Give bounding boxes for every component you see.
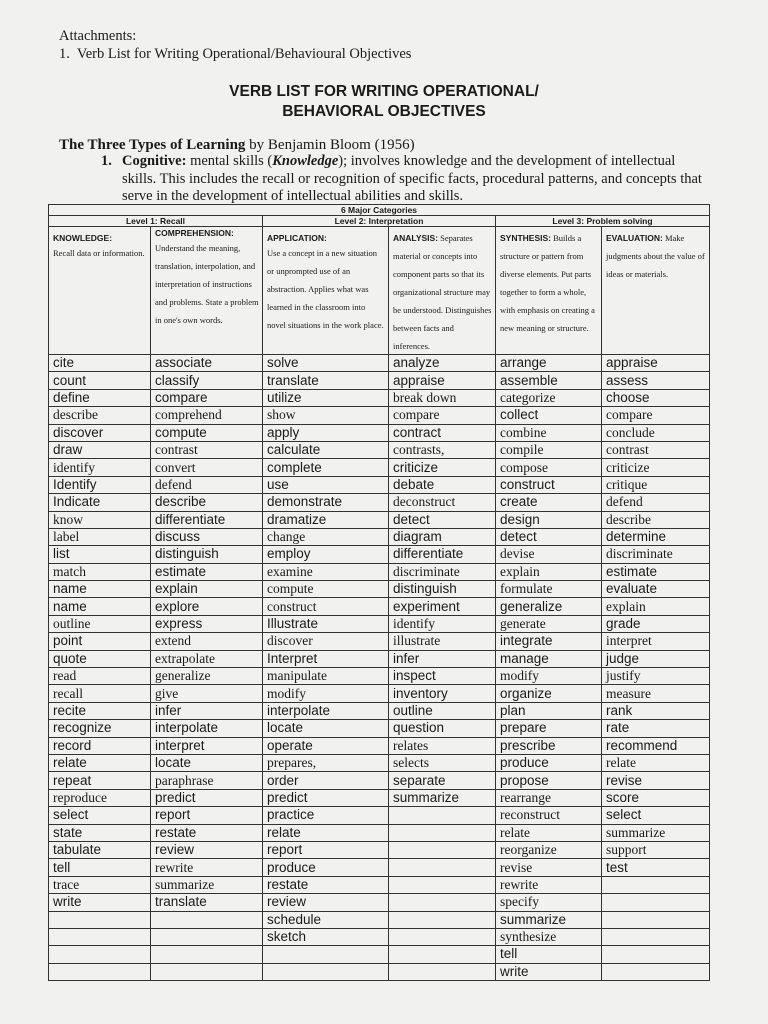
table-row	[49, 928, 710, 945]
verb-cell: formulate	[496, 581, 602, 598]
verb-cell: record	[49, 737, 151, 754]
table-row	[49, 841, 710, 858]
verb-cell: order	[263, 772, 389, 789]
verb-cell: construct	[263, 598, 389, 615]
verb-cell: classify	[151, 372, 263, 389]
verb-cell	[389, 963, 496, 980]
table-row	[49, 407, 710, 424]
table-row	[49, 372, 710, 389]
verb-cell: write	[49, 894, 151, 911]
verb-cell: label	[49, 528, 151, 545]
verb-cell: recommend	[602, 737, 710, 754]
header-desc: Use a concept in a new situation or unprompted use of an abstraction. Applies what was learned in the classroom into novel situations in the work place.	[267, 248, 384, 330]
verb-cell	[151, 911, 263, 928]
verb-cell: organize	[496, 685, 602, 702]
table-row	[49, 476, 710, 493]
table-row	[49, 824, 710, 841]
table-row	[49, 876, 710, 893]
verb-cell: rewrite	[151, 859, 263, 876]
verb-cell: associate	[151, 355, 263, 372]
verb-cell: integrate	[496, 633, 602, 650]
verb-cell: separate	[389, 772, 496, 789]
verb-cell: diagram	[389, 528, 496, 545]
verb-cell: translate	[263, 372, 389, 389]
header-application	[263, 227, 389, 355]
header-evaluation	[602, 227, 710, 355]
verb-cell: Interpret	[263, 650, 389, 667]
verb-cell: estimate	[151, 563, 263, 580]
verb-cell: describe	[151, 494, 263, 511]
header-label: EVALUATION:	[606, 233, 663, 243]
verb-cell	[49, 911, 151, 928]
verb-cell: report	[263, 841, 389, 858]
verb-cell: solve	[263, 355, 389, 372]
table-row	[49, 789, 710, 806]
verb-cell: recognize	[49, 720, 151, 737]
categories-cell: 6 Major Categories	[49, 205, 710, 216]
verb-cell	[151, 946, 263, 963]
title-line-1: VERB LIST FOR WRITING OPERATIONAL/	[229, 83, 539, 100]
verb-cell: state	[49, 824, 151, 841]
verb-cell: translate	[151, 894, 263, 911]
verb-cell: modify	[496, 668, 602, 685]
table-row	[49, 650, 710, 667]
table-row	[49, 633, 710, 650]
header-desc: Separates material or concepts into component parts so that its organizational structure may be understood. Distinguishes between facts and inferences.	[393, 233, 492, 351]
verb-cell: extend	[151, 633, 263, 650]
verb-cell: tabulate	[49, 841, 151, 858]
verb-cell	[49, 946, 151, 963]
header-label: COMPREHENSION:	[155, 228, 234, 238]
verb-cell: rearrange	[496, 789, 602, 806]
verb-cell: detect	[496, 528, 602, 545]
verb-cell: extrapolate	[151, 650, 263, 667]
verb-cell: dramatize	[263, 511, 389, 528]
verb-cell: compare	[602, 407, 710, 424]
level-3-cell: Level 3: Problem solving	[496, 216, 710, 227]
verb-cell: explain	[151, 581, 263, 598]
verb-cell: reconstruct	[496, 807, 602, 824]
verb-cell: critique	[602, 476, 710, 493]
verb-cell: quote	[49, 650, 151, 667]
verb-cell: calculate	[263, 441, 389, 458]
page-title	[0, 82, 768, 122]
verb-cell: inventory	[389, 685, 496, 702]
verb-cell	[263, 946, 389, 963]
verb-cell: distinguish	[151, 546, 263, 563]
verb-cell: compile	[496, 441, 602, 458]
header-desc: Understand the meaning, translation, interpolation, and interpretation of instructions and problems. State a problem in one's own words.	[155, 243, 259, 325]
learning-types-bold: The Three Types of Learning	[59, 137, 246, 153]
levels-row	[49, 216, 710, 227]
verb-cell: utilize	[263, 389, 389, 406]
table-row	[49, 424, 710, 441]
verb-cell	[151, 928, 263, 945]
verb-cell: rewrite	[496, 876, 602, 893]
verb-cell: design	[496, 511, 602, 528]
verb-cell: relate	[602, 754, 710, 771]
verb-cell: predict	[263, 789, 389, 806]
table-row	[49, 807, 710, 824]
verb-cell: generalize	[496, 598, 602, 615]
verb-cell: specify	[496, 894, 602, 911]
verb-cell: plan	[496, 702, 602, 719]
verb-cell: select	[602, 807, 710, 824]
verb-cell: contrasts,	[389, 441, 496, 458]
cognitive-label: Cognitive:	[122, 153, 187, 169]
verb-cell: name	[49, 581, 151, 598]
verb-cell: outline	[389, 702, 496, 719]
verb-cell: employ	[263, 546, 389, 563]
table-row	[49, 389, 710, 406]
verb-cell: produce	[263, 859, 389, 876]
table-row	[49, 702, 710, 719]
header-comprehension	[151, 227, 263, 355]
level-2-cell: Level 2: Interpretation	[263, 216, 496, 227]
table-row	[49, 737, 710, 754]
verb-cell: appraise	[389, 372, 496, 389]
verb-cell: comprehend	[151, 407, 263, 424]
verb-cell: interpolate	[151, 720, 263, 737]
verb-cell: debate	[389, 476, 496, 493]
verb-cell: defend	[602, 494, 710, 511]
table-row	[49, 581, 710, 598]
verb-cell: produce	[496, 754, 602, 771]
verb-cell: recall	[49, 685, 151, 702]
verb-cell: relate	[263, 824, 389, 841]
table-row	[49, 946, 710, 963]
verb-cell: predict	[151, 789, 263, 806]
verb-cell: discover	[49, 424, 151, 441]
verb-cell: choose	[602, 389, 710, 406]
verb-cell: identify	[389, 615, 496, 632]
level-1-cell: Level 1: Recall	[49, 216, 263, 227]
verb-cell: determine	[602, 528, 710, 545]
verb-cell: demonstrate	[263, 494, 389, 511]
table-row	[49, 546, 710, 563]
cognitive-knowledge: Knowledge	[272, 153, 339, 169]
verb-cell: identify	[49, 459, 151, 476]
verb-cell: synthesize	[496, 928, 602, 945]
verb-cell: schedule	[263, 911, 389, 928]
verb-cell: revise	[496, 859, 602, 876]
verb-cell: repeat	[49, 772, 151, 789]
verb-cell: selects	[389, 754, 496, 771]
verb-cell: infer	[389, 650, 496, 667]
cognitive-paragraph	[101, 153, 711, 206]
verb-cell: locate	[263, 720, 389, 737]
verb-cell: assemble	[496, 372, 602, 389]
verb-cell: grade	[602, 615, 710, 632]
learning-types-heading	[59, 136, 415, 154]
verb-cell: count	[49, 372, 151, 389]
verb-cell	[389, 859, 496, 876]
verb-cell: discuss	[151, 528, 263, 545]
verb-cell: differentiate	[389, 546, 496, 563]
verb-cell: collect	[496, 407, 602, 424]
verb-cell: practice	[263, 807, 389, 824]
verb-cell: create	[496, 494, 602, 511]
verb-cell: summarize	[151, 876, 263, 893]
verb-cell: restate	[151, 824, 263, 841]
verb-cell: revise	[602, 772, 710, 789]
verb-cell: compare	[389, 407, 496, 424]
verb-cell: modify	[263, 685, 389, 702]
header-analysis	[389, 227, 496, 355]
verb-cell: question	[389, 720, 496, 737]
verb-cell: recite	[49, 702, 151, 719]
verb-cell: generate	[496, 615, 602, 632]
verb-cell	[49, 928, 151, 945]
verb-cell: prepares,	[263, 754, 389, 771]
verb-cell: criticize	[389, 459, 496, 476]
verb-cell: locate	[151, 754, 263, 771]
verb-cell: deconstruct	[389, 494, 496, 511]
table-row	[49, 720, 710, 737]
verb-cell	[602, 911, 710, 928]
title-line-2: BEHAVIORAL OBJECTIVES	[282, 103, 486, 120]
cognitive-text	[122, 153, 711, 206]
verb-cell: describe	[602, 511, 710, 528]
table-row	[49, 668, 710, 685]
header-label: SYNTHESIS:	[500, 233, 552, 243]
cognitive-text-2: ); involves knowledge and the development of intellectual skills. This includes the recall or recognition of specific facts, procedural patterns, and concepts that serve in the development of intellectual abilities and skills.	[122, 153, 702, 204]
verb-cell: detect	[389, 511, 496, 528]
table-row	[49, 441, 710, 458]
verb-cell: contrast	[151, 441, 263, 458]
table-row	[49, 355, 710, 372]
verb-cell: review	[151, 841, 263, 858]
verb-cell: summarize	[602, 824, 710, 841]
verb-cell: relate	[496, 824, 602, 841]
cognitive-number: 1.	[101, 153, 112, 169]
table-row	[49, 615, 710, 632]
table-row	[49, 911, 710, 928]
verb-cell: trace	[49, 876, 151, 893]
verb-cell	[389, 946, 496, 963]
verb-cell: paraphrase	[151, 772, 263, 789]
attachments-block	[59, 27, 411, 63]
verb-cell: use	[263, 476, 389, 493]
verb-cell: analyze	[389, 355, 496, 372]
categories-row	[49, 205, 710, 216]
table-row	[49, 494, 710, 511]
verb-cell: summarize	[496, 911, 602, 928]
table-row	[49, 563, 710, 580]
verb-cell: estimate	[602, 563, 710, 580]
verb-cell: draw	[49, 441, 151, 458]
header-desc: Make judgments about the value of ideas or materials.	[606, 233, 705, 279]
verb-cell: score	[602, 789, 710, 806]
verb-cell: tell	[49, 859, 151, 876]
verb-cell	[389, 911, 496, 928]
header-synthesis	[496, 227, 602, 355]
verb-cell: arrange	[496, 355, 602, 372]
verb-cell	[602, 928, 710, 945]
verb-cell: Identify	[49, 476, 151, 493]
verb-cell: evaluate	[602, 581, 710, 598]
verb-cell: match	[49, 563, 151, 580]
verb-cell: contrast	[602, 441, 710, 458]
verb-cell: discover	[263, 633, 389, 650]
verb-cell: categorize	[496, 389, 602, 406]
verb-cell: interpolate	[263, 702, 389, 719]
table-row	[49, 894, 710, 911]
verb-cell: manage	[496, 650, 602, 667]
verb-cell: review	[263, 894, 389, 911]
verb-cell: differentiate	[151, 511, 263, 528]
verb-cell: test	[602, 859, 710, 876]
verb-cell: summarize	[389, 789, 496, 806]
verb-cell: complete	[263, 459, 389, 476]
verb-cell	[151, 963, 263, 980]
header-label: KNOWLEDGE:	[53, 233, 113, 243]
verb-cell	[389, 824, 496, 841]
header-label: APPLICATION:	[267, 233, 327, 243]
verb-cell: combine	[496, 424, 602, 441]
verb-cell: break down	[389, 389, 496, 406]
verb-cell: support	[602, 841, 710, 858]
header-desc: Recall data or information.	[53, 248, 145, 258]
verb-cell	[49, 963, 151, 980]
verb-cell: prescribe	[496, 737, 602, 754]
header-label: ANALYSIS:	[393, 233, 439, 243]
verb-cell: manipulate	[263, 668, 389, 685]
verb-cell: convert	[151, 459, 263, 476]
verb-cell: restate	[263, 876, 389, 893]
verb-cell: apply	[263, 424, 389, 441]
verb-cell: explain	[602, 598, 710, 615]
verb-cell: relate	[49, 754, 151, 771]
verb-cell: show	[263, 407, 389, 424]
header-desc: Builds a structure or pattern from diverse elements. Put parts together to form a whole, with emphasis on creating a new meaning or structure.	[500, 233, 595, 333]
verb-cell: appraise	[602, 355, 710, 372]
verb-cell: construct	[496, 476, 602, 493]
table-row	[49, 528, 710, 545]
verb-cell: contract	[389, 424, 496, 441]
verb-cell	[263, 963, 389, 980]
table-row	[49, 685, 710, 702]
verb-cell: outline	[49, 615, 151, 632]
verb-cell: Indicate	[49, 494, 151, 511]
verb-cell: point	[49, 633, 151, 650]
verb-cell: reorganize	[496, 841, 602, 858]
verb-cell: conclude	[602, 424, 710, 441]
table-row	[49, 859, 710, 876]
verb-cell: experiment	[389, 598, 496, 615]
table-row	[49, 772, 710, 789]
verb-cell: discriminate	[602, 546, 710, 563]
verb-cell: explore	[151, 598, 263, 615]
verb-cell: rate	[602, 720, 710, 737]
verb-cell: interpret	[151, 737, 263, 754]
verb-cell	[602, 876, 710, 893]
verb-cell: compose	[496, 459, 602, 476]
verb-cell: defend	[151, 476, 263, 493]
verb-cell: change	[263, 528, 389, 545]
verb-cell: assess	[602, 372, 710, 389]
verb-cell: propose	[496, 772, 602, 789]
verb-cell	[389, 807, 496, 824]
verb-cell: reproduce	[49, 789, 151, 806]
verb-cell: generalize	[151, 668, 263, 685]
verb-cell: explain	[496, 563, 602, 580]
verb-cell: name	[49, 598, 151, 615]
attachment-item: 1. Verb List for Writing Operational/Behavioural Objectives	[59, 46, 412, 62]
table-row	[49, 598, 710, 615]
verb-cell: criticize	[602, 459, 710, 476]
verb-cell	[389, 894, 496, 911]
verb-cell: devise	[496, 546, 602, 563]
verb-cell: rank	[602, 702, 710, 719]
verb-cell: relates	[389, 737, 496, 754]
verb-cell: illustrate	[389, 633, 496, 650]
verb-cell: interpret	[602, 633, 710, 650]
verb-cell: examine	[263, 563, 389, 580]
verb-cell: discriminate	[389, 563, 496, 580]
verb-cell: cite	[49, 355, 151, 372]
category-description-row	[49, 227, 710, 355]
verb-table	[48, 204, 710, 981]
verb-cell: operate	[263, 737, 389, 754]
table-row	[49, 511, 710, 528]
verb-cell: define	[49, 389, 151, 406]
verb-cell: judge	[602, 650, 710, 667]
header-knowledge	[49, 227, 151, 355]
learning-types-author: by Benjamin Bloom (1956)	[245, 137, 415, 153]
verb-cell: distinguish	[389, 581, 496, 598]
verb-cell: write	[496, 963, 602, 980]
verb-cell: Illustrate	[263, 615, 389, 632]
verb-cell	[389, 928, 496, 945]
verb-cell: give	[151, 685, 263, 702]
verb-cell: prepare	[496, 720, 602, 737]
attachments-heading: Attachments:	[59, 28, 137, 44]
verb-cell: measure	[602, 685, 710, 702]
verb-cell: read	[49, 668, 151, 685]
cognitive-text-1: mental skills (	[186, 153, 273, 169]
verb-cell: compare	[151, 389, 263, 406]
verb-cell: tell	[496, 946, 602, 963]
verb-cell: select	[49, 807, 151, 824]
verb-cell: infer	[151, 702, 263, 719]
verb-cell: sketch	[263, 928, 389, 945]
table-row	[49, 459, 710, 476]
verb-cell: compute	[263, 581, 389, 598]
table-row	[49, 754, 710, 771]
table-row	[49, 963, 710, 980]
verb-cell	[602, 946, 710, 963]
verb-cell	[602, 963, 710, 980]
verb-cell: know	[49, 511, 151, 528]
verb-cell: compute	[151, 424, 263, 441]
verb-cell	[389, 841, 496, 858]
verb-cell	[389, 876, 496, 893]
verb-cell: describe	[49, 407, 151, 424]
verb-cell: justify	[602, 668, 710, 685]
verb-cell	[602, 894, 710, 911]
verb-cell: report	[151, 807, 263, 824]
verb-cell: express	[151, 615, 263, 632]
verb-cell: list	[49, 546, 151, 563]
verb-cell: inspect	[389, 668, 496, 685]
